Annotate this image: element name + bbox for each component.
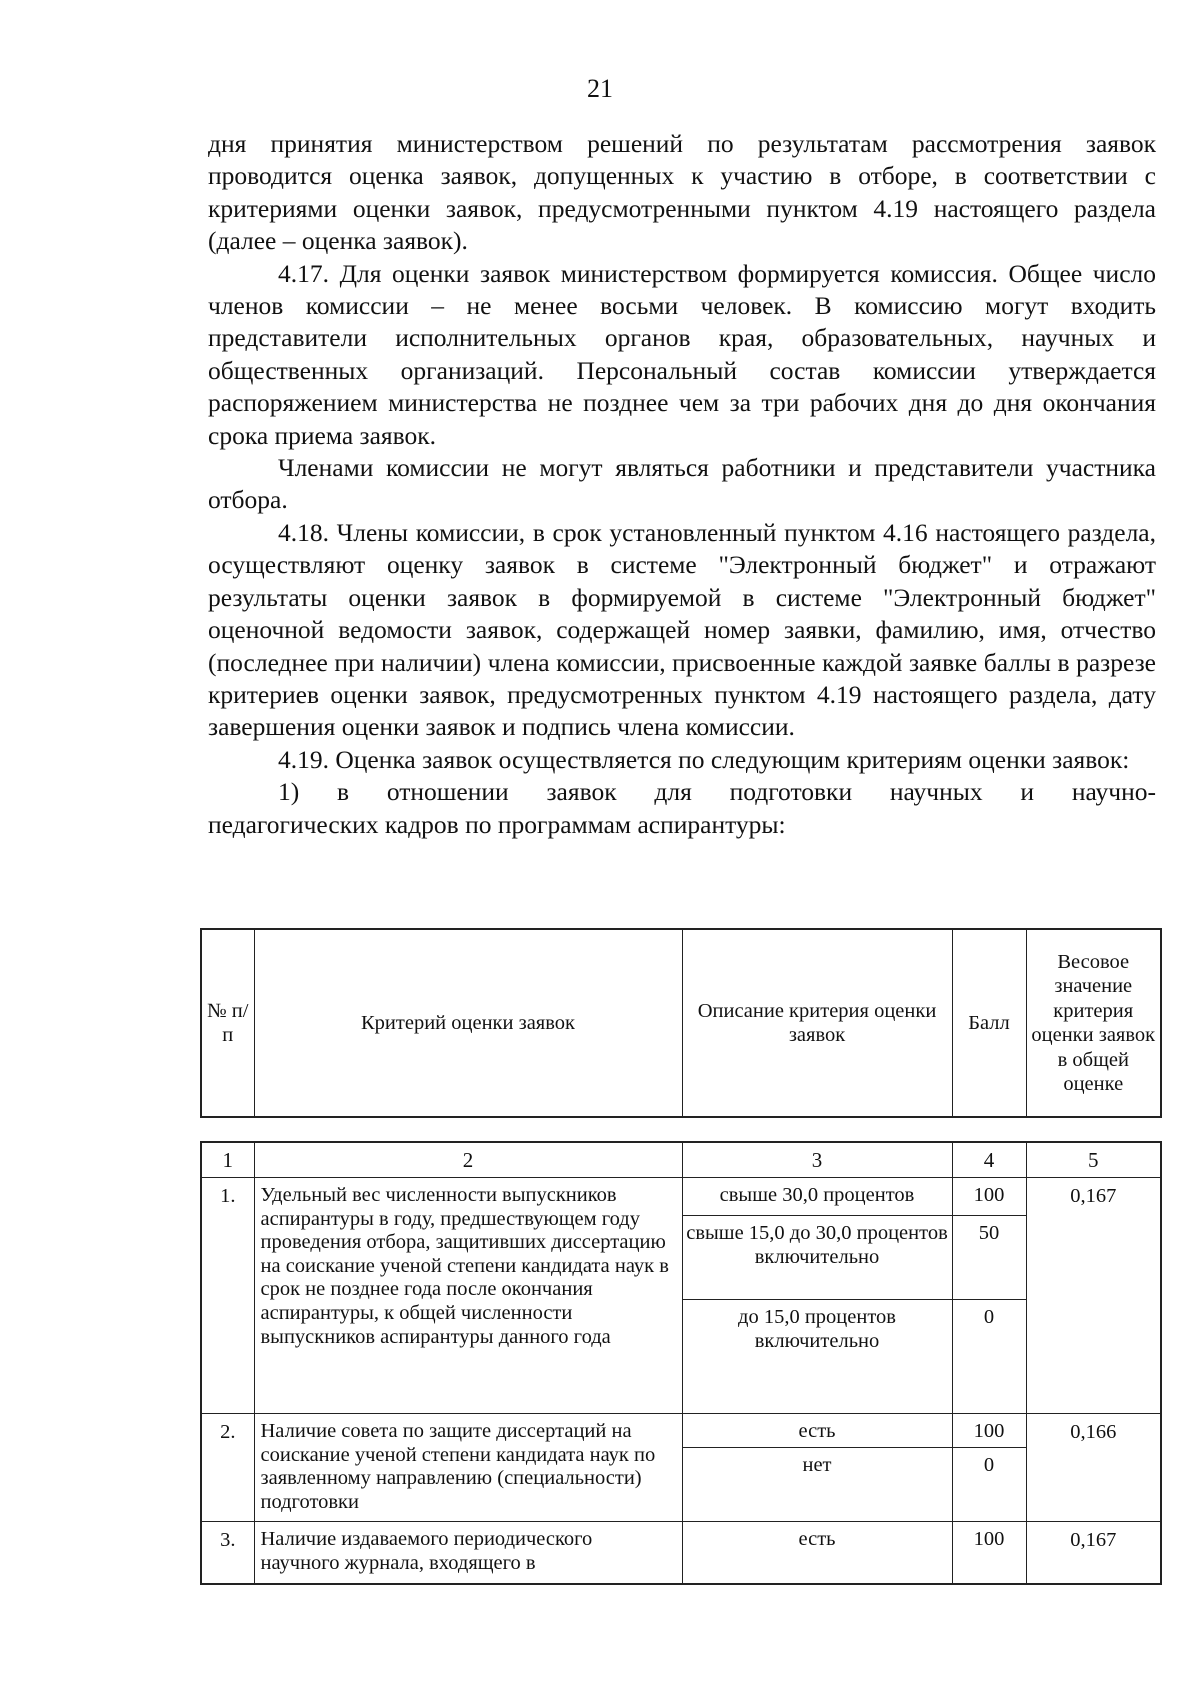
- header-weight: Весовое значение критерия оценки заявок в общей оценке: [1026, 929, 1161, 1117]
- table-row: [201, 1414, 1161, 1448]
- header-criterion: Критерий оценки заявок: [254, 929, 682, 1117]
- criteria-table-header: [200, 928, 1162, 1118]
- criterion-option: свыше 15,0 до 30,0 процентов включительно: [682, 1216, 952, 1300]
- row-number: 3.: [201, 1522, 254, 1584]
- table-row: [201, 1178, 1161, 1216]
- criterion-text: Наличие совета по защите диссертаций на соискание ученой степени кандидата наук по заявленному направлению (специальности) подготовки: [254, 1414, 682, 1522]
- header-score: Балл: [952, 929, 1026, 1117]
- criterion-option: есть: [682, 1414, 952, 1448]
- paragraph-4-19: 4.19. Оценка заявок осуществляется по следующим критериям оценки заявок:: [278, 744, 1130, 774]
- criterion-weight: 0,167: [1026, 1178, 1161, 1414]
- table-row: [201, 1522, 1161, 1584]
- header-description: Описание критерия оценки заявок: [682, 929, 952, 1117]
- option-score: 100: [952, 1178, 1026, 1216]
- body-text: [208, 128, 1156, 841]
- criterion-option: нет: [682, 1448, 952, 1522]
- criterion-option: свыше 30,0 процентов: [682, 1178, 952, 1216]
- option-score: 50: [952, 1216, 1026, 1300]
- row-number: 1.: [201, 1178, 254, 1414]
- list-item-1-intro: 1) в отношении заявок для подготовки научных и научно-: [278, 777, 1156, 807]
- paragraph-4-17: 4.17. Для оценки заявок министерством формируется комиссия. Общее число членов комиссии – не менее восьми человек. В комиссию могут входить представители исполнительных органов края, образовательных, научных и общественных организаций. Персональный состав комиссии утверждается распоряжением министерства не позднее чем за три рабочих дня до дня окончания срока приема заявок.: [208, 258, 1156, 450]
- criterion-option: есть: [682, 1522, 952, 1584]
- criterion-weight: 0,166: [1026, 1414, 1161, 1522]
- criterion-option: до 15,0 процентов включительно: [682, 1300, 952, 1414]
- criterion-weight: 0,167: [1026, 1522, 1161, 1584]
- paragraph-continuation: дня принятия министерством решений по результатам рассмотрения заявок проводится оценка заявок, допущенных к участию в отборе, в соответствии с критериями оценки заявок, предусмотренными пунктом 4.19 настоящего раздела (далее – оценка заявок).: [208, 129, 1156, 256]
- column-number: 3: [682, 1142, 952, 1178]
- paragraph-commission-members: Членами комиссии не могут являться работники и представители участника отбора.: [208, 453, 1156, 515]
- row-number: 2.: [201, 1414, 254, 1522]
- paragraph-4-18: 4.18. Члены комиссии, в срок установленный пунктом 4.16 настоящего раздела, осуществляют оценку заявок в системе "Электронный бюджет" и отражают результаты оценки заявок в формируемой в системе "Электронный бюджет" оценочной ведомости заявок, содержащей номер заявки, фамилию, имя, отчество (последнее при наличии) члена комиссии, присвоенные каждой заявке баллы в разрезе критериев оценки заявок, предусмотренных пунктом 4.19 настоящего раздела, дату завершения оценки заявок и подпись члена комиссии.: [208, 517, 1156, 742]
- column-numbers-row: [201, 1142, 1161, 1178]
- column-number: 2: [254, 1142, 682, 1178]
- option-score: 100: [952, 1522, 1026, 1584]
- page-number: 21: [587, 74, 613, 103]
- criterion-text: Наличие издаваемого периодического научного журнала, входящего в: [254, 1522, 682, 1584]
- criterion-text: Удельный вес численности выпускников аспирантуры в году, предшествующем году проведения отбора, защитивших диссертацию на соискание ученой степени кандидата наук в срок не позднее года после окончания аспирантуры, к общей численности выпускников аспирантуры данного года: [254, 1178, 682, 1414]
- header-no: № п/п: [201, 929, 254, 1117]
- list-item-1-continuation: педагогических кадров по программам аспирантуры:: [208, 809, 786, 839]
- column-number: 1: [201, 1142, 254, 1178]
- option-score: 100: [952, 1414, 1026, 1448]
- criteria-table: [200, 1141, 1162, 1585]
- option-score: 0: [952, 1448, 1026, 1522]
- column-number: 5: [1026, 1142, 1161, 1178]
- column-number: 4: [952, 1142, 1026, 1178]
- option-score: 0: [952, 1300, 1026, 1414]
